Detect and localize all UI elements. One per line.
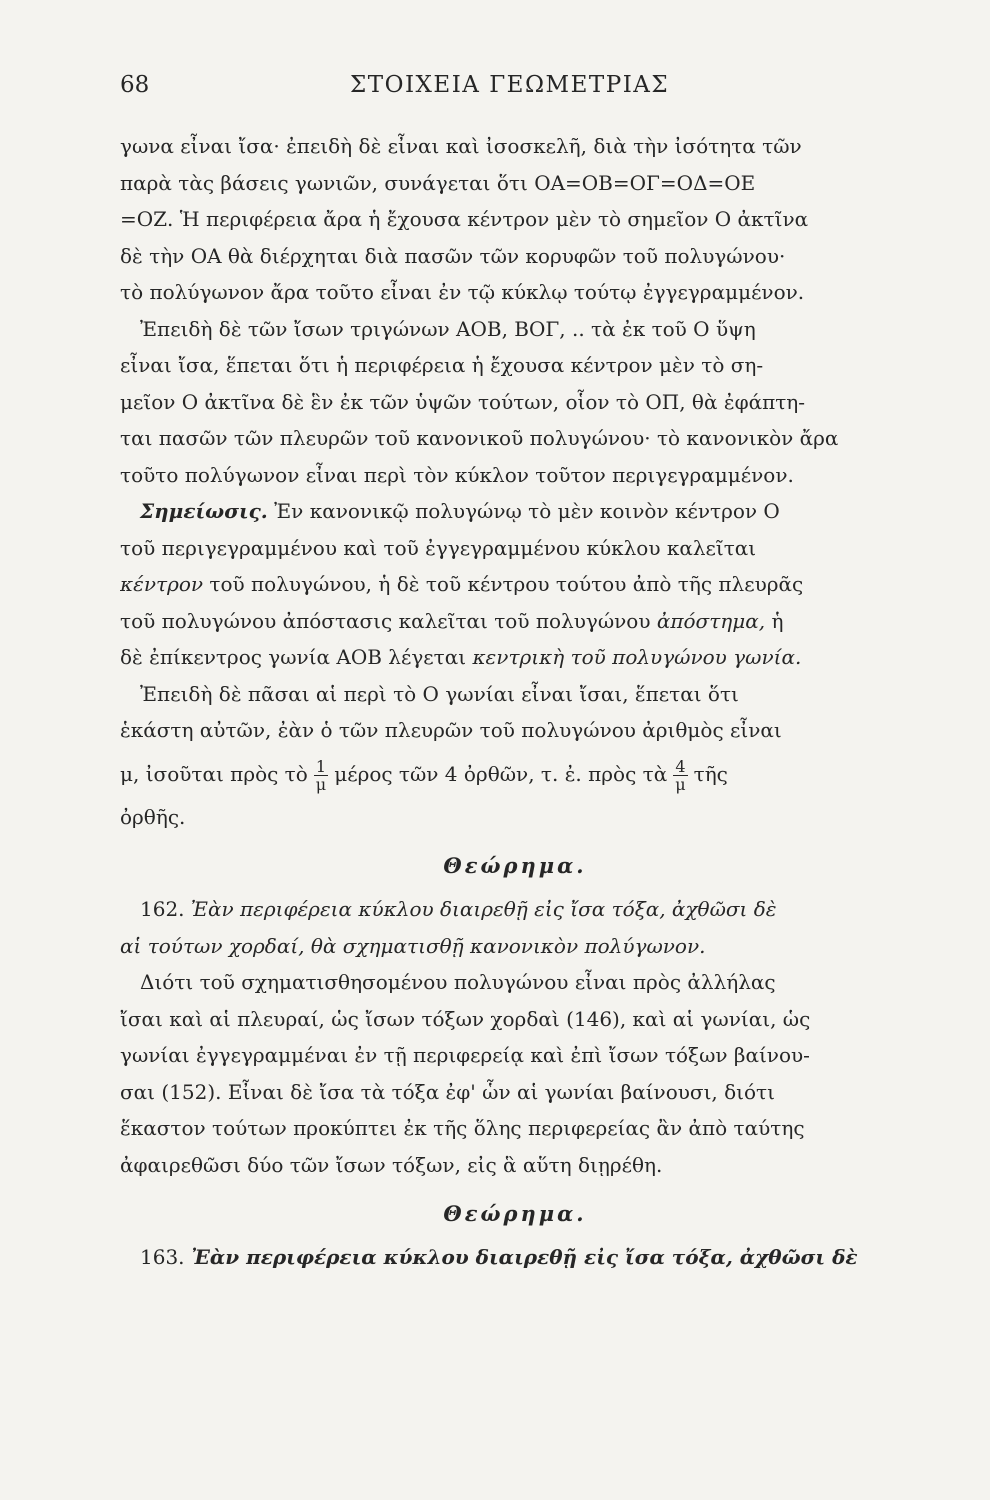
term-central-angle: κεντρικὴ τοῦ πολυγώνου γωνία.: [472, 645, 802, 669]
page-header: [120, 72, 910, 112]
text-line: Διότι τοῦ σχηματισθησομένου πολυγώνου εἶναι πρὸς ἀλλήλας: [140, 970, 776, 994]
note-label: Σημείωσις.: [140, 499, 268, 523]
note-text: δὲ ἐπίκεντρος γωνία ΑΟΒ λέγεται: [120, 645, 473, 669]
text-line: ἴσαι καὶ αἱ πλευραί, ὡς ἴσων τόξων χορδαὶ (146), καὶ αἱ γωνίαι, ὡς: [120, 1006, 811, 1031]
formula-line: [120, 749, 910, 799]
text-line: ἀφαιρεθῶσι δύο τῶν ἴσων τόξων, εἰς ἃ αὕτη διῃρέθη.: [120, 1152, 663, 1177]
text-line: γωνα εἶναι ἴσα· ἐπειδὴ δὲ εἶναι καὶ ἰσοσκελῆ, διὰ τὴν ἰσότητα τῶν: [120, 134, 802, 158]
theorem-statement: Ἐὰν περιφέρεια κύκλου διαιρεθῇ εἰς ἴσα τόξα, ἀχθῶσι δὲ: [184, 897, 777, 921]
formula-text: μ, ἰσοῦται πρὸς τὸ: [120, 761, 308, 786]
text-line: ται πασῶν τῶν πλευρῶν τοῦ κανονικοῦ πολυγώνου· τὸ κανονικὸν ἄρα: [120, 426, 839, 450]
theorem-162: [120, 891, 910, 1183]
running-title: ΣΤΟΙΧΕΙΑ ΓΕΩΜΕΤΡΙΑΣ: [350, 72, 670, 98]
formula-text: τῆς: [693, 761, 728, 786]
text-line: [120, 603, 910, 640]
text-line: [120, 891, 910, 928]
text-line: σαι (152). Εἶναι δὲ ἴσα τὰ τόξα ἐφ' ὧν αἱ γωνίαι βαίνουσι, διότι: [120, 1079, 775, 1104]
theorem-number: 163.: [140, 1245, 185, 1269]
fraction-numerator: 1: [314, 758, 328, 776]
term-center: κέντρον: [120, 572, 204, 596]
paragraph-1: [120, 128, 910, 311]
formula-text: μέρος τῶν 4 ὀρθῶν, τ. ἐ. πρὸς τὰ: [334, 761, 668, 786]
fraction-denominator: μ: [315, 774, 327, 794]
fraction-four-over-mu: [673, 758, 687, 793]
text-line: τὸ πολύγωνον ἄρα τοῦτο εἶναι ἐν τῷ κύκλῳ τούτῳ ἐγγεγραμμένον.: [120, 280, 805, 304]
text-line: [120, 1239, 910, 1276]
text-line: αἱ τούτων χορδαί, θὰ σχηματισθῇ κανονικὸν πολύγωνον.: [120, 933, 706, 958]
theorem-number: 162.: [140, 897, 185, 921]
paragraph-3: [120, 676, 910, 836]
note-text: τοῦ πολυγώνου, ἡ δὲ τοῦ κέντρου τούτου ἀπὸ τῆς πλευρᾶς: [203, 572, 804, 596]
text-line: [120, 639, 910, 676]
theorem-statement: Ἐὰν περιφέρεια κύκλου διαιρεθῇ εἰς ἴσα τόξα, ἀχθῶσι δὲ: [184, 1245, 858, 1269]
fraction-denominator: μ: [675, 774, 686, 794]
text-line: ἑκάστη αὐτῶν, ἐὰν ὁ τῶν πλευρῶν τοῦ πολυγώνου ἀριθμὸς εἶναι: [120, 718, 782, 742]
text-line: τοῦτο πολύγωνον εἶναι περὶ τὸν κύκλον τοῦτον περιγεγραμμένον.: [120, 462, 794, 487]
theorem-heading: Θεώρημα.: [443, 853, 587, 878]
note-text: τοῦ πολυγώνου ἀπόστασις καλεῖται τοῦ πολυγώνου: [120, 608, 657, 633]
text-line: εἶναι ἴσα, ἕπεται ὅτι ἡ περιφέρεια ἡ ἔχουσα κέντρον μὲν τὸ ση-: [120, 353, 764, 377]
text-line: δὲ τὴν ΟΑ θὰ διέρχηται διὰ πασῶν τῶν κορυφῶν τοῦ πολυγώνου·: [120, 243, 786, 268]
text-line: παρὰ τὰς βάσεις γωνιῶν, συνάγεται ὅτι ΟΑ=ΟΒ=ΟΓ=ΟΔ=ΟΕ: [120, 170, 756, 195]
note-paragraph: [120, 493, 910, 676]
text-line: Ἐπειδὴ δὲ πᾶσαι αἱ περὶ τὸ Ο γωνίαι εἶναι ἴσαι, ἕπεται ὅτι: [140, 681, 739, 706]
text-line: ὀρθῆς.: [120, 804, 186, 829]
theorem-heading: Θεώρημα.: [443, 1201, 587, 1226]
theorem-163: [120, 1239, 910, 1276]
fraction-numerator: 4: [673, 758, 687, 776]
text-line: =ΟΖ. Ἡ περιφέρεια ἄρα ἡ ἔχουσα κέντρον μὲν τὸ σημεῖον Ο ἀκτῖνα: [120, 207, 809, 231]
text-line: ἕκαστον τούτων προκύπτει ἐκ τῆς ὅλης περιφερείας ἂν ἀπὸ ταύτης: [120, 1116, 805, 1140]
text-line: [120, 493, 910, 530]
text-line: γωνίαι ἐγγεγραμμέναι ἐν τῇ περιφερείᾳ καὶ ἐπὶ ἴσων τόξων βαίνου-: [120, 1043, 810, 1067]
fraction-one-over-mu: [314, 758, 328, 793]
text-line: τοῦ περιγεγραμμένου καὶ τοῦ ἐγγεγραμμένου κύκλου καλεῖται: [120, 535, 757, 560]
text-line: Ἐπειδὴ δὲ τῶν ἴσων τριγώνων ΑΟΒ, ΒΟΓ, .. τὰ ἐκ τοῦ Ο ὕψη: [140, 316, 756, 341]
text-line: [120, 566, 910, 603]
term-apothem: ἀπόστημα,: [656, 608, 766, 633]
paragraph-2: [120, 311, 910, 494]
text-line: μεῖον Ο ἀκτῖνα δὲ ἓν ἐκ τῶν ὑψῶν τούτων, οἷον τὸ ΟΠ, θὰ ἐφάπτη-: [120, 389, 806, 414]
note-text: Ἐν κανονικῷ πολυγώνῳ τὸ μὲν κοινὸν κέντρον Ο: [267, 499, 780, 523]
page-body: [120, 128, 910, 1276]
note-text: ἡ: [765, 608, 784, 633]
page-number: 68: [120, 72, 150, 98]
